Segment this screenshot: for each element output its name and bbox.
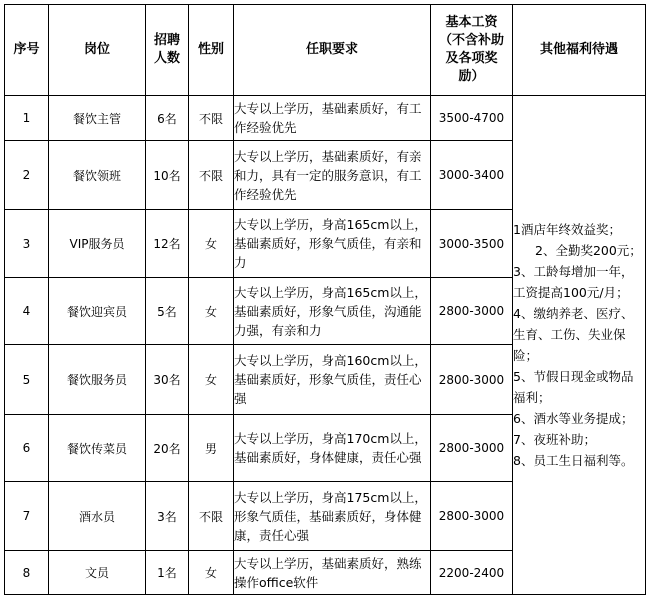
benefits-cell (513, 96, 646, 595)
row-salary: 2800-3000 (431, 415, 513, 482)
row-gender: 男 (189, 415, 234, 482)
row-requirements: 大专以上学历，身高165cm以上，基础素质好，形象气质佳，有亲和力 (234, 210, 431, 278)
row-salary: 3000-3400 (431, 141, 513, 210)
row-position: 酒水员 (49, 482, 146, 551)
row-gender: 女 (189, 345, 234, 415)
row-salary: 3500-4700 (431, 96, 513, 141)
header-salary: 基本工资（不含补助及各项奖励） (431, 5, 513, 96)
benefit-item: 3、工龄每增加一年，工资提高100元/月； (513, 264, 634, 300)
row-count: 5名 (146, 278, 189, 345)
row-count: 12名 (146, 210, 189, 278)
header-no: 序号 (5, 5, 49, 96)
row-salary: 2800-3000 (431, 482, 513, 551)
row-salary: 2800-3000 (431, 278, 513, 345)
benefit-item: 7、夜班补助； (513, 432, 596, 447)
header-count: 招聘人数 (146, 5, 189, 96)
row-requirements: 大专以上学历，基础素质好，熟练操作office软件 (234, 551, 431, 595)
row-gender: 女 (189, 210, 234, 278)
row-position: VIP服务员 (49, 210, 146, 278)
row-no: 3 (5, 210, 49, 278)
header-requirements: 任职要求 (234, 5, 431, 96)
row-gender: 不限 (189, 96, 234, 141)
row-position: 餐饮服务员 (49, 345, 146, 415)
row-count: 3名 (146, 482, 189, 551)
row-no: 1 (5, 96, 49, 141)
benefit-item: 8、员工生日福利等。 (513, 453, 634, 468)
row-salary: 2800-3000 (431, 345, 513, 415)
row-position: 餐饮领班 (49, 141, 146, 210)
row-gender: 女 (189, 278, 234, 345)
row-no: 4 (5, 278, 49, 345)
row-no: 7 (5, 482, 49, 551)
row-salary: 3000-3500 (431, 210, 513, 278)
row-count: 20名 (146, 415, 189, 482)
row-requirements: 大专以上学历，身高170cm以上，基础素质好，身体健康，责任心强 (234, 415, 431, 482)
table-row (5, 96, 646, 141)
row-gender: 不限 (189, 482, 234, 551)
row-count: 10名 (146, 141, 189, 210)
row-requirements: 大专以上学历，基础素质好，有亲和力，具有一定的服务意识，有工作经验优先 (234, 141, 431, 210)
row-position: 文员 (49, 551, 146, 595)
row-count: 30名 (146, 345, 189, 415)
benefit-item: 5、节假日现金或物品福利； (513, 369, 634, 405)
benefit-item: 2、全勤奖200元； (535, 243, 642, 258)
row-requirements: 大专以上学历，身高175cm以上，形象气质佳，基础素质好，身体健康，责任心强 (234, 482, 431, 551)
header-position: 岗位 (49, 5, 146, 96)
header-row (5, 5, 646, 96)
row-no: 6 (5, 415, 49, 482)
row-salary: 2200-2400 (431, 551, 513, 595)
row-gender: 不限 (189, 141, 234, 210)
row-requirements: 大专以上学历，身高160cm以上，基础素质好，形象气质佳，责任心强 (234, 345, 431, 415)
row-position: 餐饮迎宾员 (49, 278, 146, 345)
row-no: 5 (5, 345, 49, 415)
row-position: 餐饮主管 (49, 96, 146, 141)
recruitment-table (4, 4, 646, 595)
benefit-item: 6、酒水等业务提成； (513, 411, 634, 426)
row-position: 餐饮传菜员 (49, 415, 146, 482)
row-requirements: 大专以上学历，身高165cm以上，基础素质好，形象气质佳，沟通能力强，有亲和力 (234, 278, 431, 345)
row-count: 6名 (146, 96, 189, 141)
row-count: 1名 (146, 551, 189, 595)
benefit-item: 1酒店年终效益奖； (513, 222, 621, 237)
row-no: 2 (5, 141, 49, 210)
row-no: 8 (5, 551, 49, 595)
header-benefits: 其他福利待遇 (513, 5, 646, 96)
benefit-item: 4、缴纳养老、医疗、生育、工伤、失业保险； (513, 306, 634, 363)
header-gender: 性别 (189, 5, 234, 96)
row-requirements: 大专以上学历，基础素质好，有工作经验优先 (234, 96, 431, 141)
row-gender: 女 (189, 551, 234, 595)
